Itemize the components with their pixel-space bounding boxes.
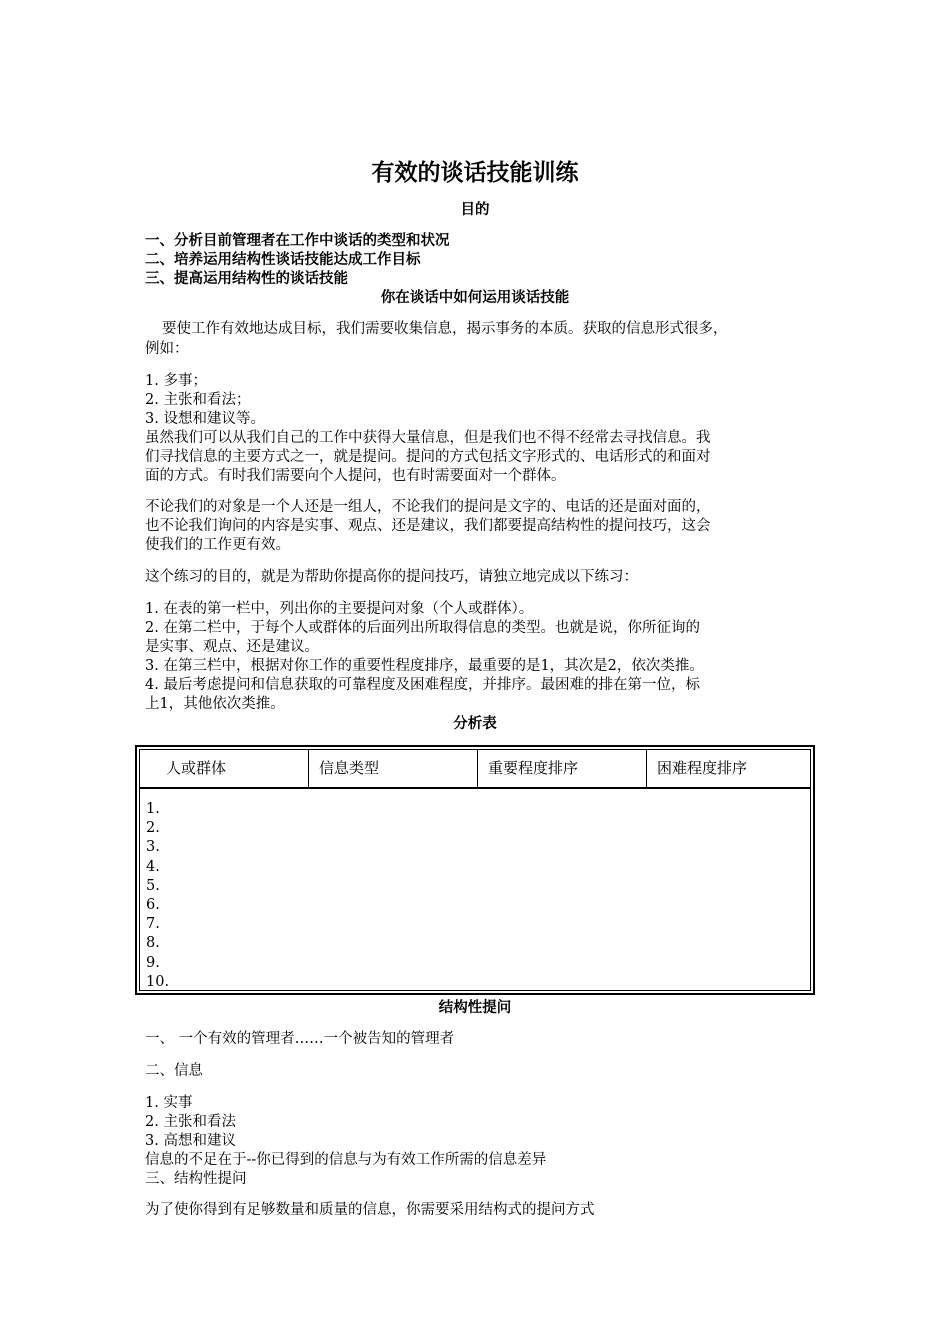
- list-item: 1. 多事；: [145, 373, 207, 389]
- table-row: 9.: [146, 954, 160, 971]
- paragraph-line: 要使工作有效地达成目标，我们需要收集信息，揭示事务的本质。获取的信息形式很多，: [162, 321, 728, 337]
- paragraph-line: 一、 一个有效的管理者……一个被告知的管理者: [145, 1031, 455, 1047]
- table-row: 5.: [146, 877, 160, 894]
- list-item: 2. 在第二栏中，于每个人或群体的后面列出所取得信息的类型。也就是说，你所征询的: [145, 620, 700, 636]
- paragraph-line: 例如：: [145, 341, 189, 357]
- paragraph-line: 虽然我们可以从我们自己的工作中获得大量信息，但是我们也不得不经常去寻找信息。我: [145, 430, 711, 446]
- paragraph-line: 这个练习的目的，就是为帮助你提高你的提问技巧，请独立地完成以下练习：: [145, 569, 638, 585]
- list-item: 3. 设想和建议等。: [145, 411, 265, 427]
- paragraph-line: 三、结构性提问: [145, 1171, 247, 1187]
- paragraph-line: 使我们的工作更有效。: [145, 537, 290, 553]
- document-title: 有效的谈话技能训练: [371, 160, 579, 186]
- table-body: [146, 800, 169, 992]
- table-caption: 分析表: [453, 716, 497, 732]
- table-row: 3.: [146, 839, 160, 856]
- table-header-cell: 人或群体: [140, 750, 309, 787]
- goal-item: 一、分析目前管理者在工作中谈话的类型和状况: [145, 233, 450, 249]
- goal-item: 三、提高运用结构性的谈话技能: [145, 271, 348, 287]
- table-header-cell: 信息类型: [309, 750, 478, 787]
- section-heading: 结构性提问: [438, 1000, 512, 1016]
- list-item: 上1，其他依次类推。: [145, 696, 285, 712]
- section-heading: 你在谈话中如何运用谈话技能: [380, 290, 570, 306]
- list-item: 2. 主张和看法: [145, 1114, 236, 1130]
- table-row: 8.: [146, 935, 160, 952]
- paragraph-line: 不论我们的对象是一个人还是一组人，不论我们的提问是文字的、电话的还是面对面的，: [145, 499, 711, 515]
- goal-item: 二、培养运用结构性谈话技能达成工作目标: [145, 252, 421, 268]
- table-header-cell: 困难程度排序: [657, 759, 748, 777]
- list-item: 3. 高想和建议: [145, 1133, 236, 1149]
- paragraph-line: 也不论我们询问的内容是实事、观点、还是建议，我们都要提高结构性的提问技巧，这会: [145, 518, 711, 534]
- list-item: 2. 主张和看法；: [145, 392, 251, 408]
- list-item: 4. 最后考虑提问和信息获取的可靠程度及困难程度，并排序。最困难的排在第一位，标: [145, 677, 700, 693]
- analysis-table: [135, 745, 815, 995]
- list-item: 是实事、观点、还是建议。: [145, 639, 319, 655]
- purpose-heading: 目的: [460, 202, 490, 218]
- table-row: 4.: [146, 858, 160, 875]
- table-row: 1.: [146, 801, 160, 817]
- paragraph-line: 面的方式。有时我们需要向个人提问，也有时需要面对一个群体。: [145, 468, 566, 484]
- paragraph-line: 信息的不足在于--你已得到的信息与为有效工作所需的信息差异: [145, 1152, 547, 1168]
- table-header-row: [140, 750, 810, 789]
- paragraph-line: 二、信息: [145, 1063, 203, 1079]
- paragraph-line: 为了使你得到有足够数量和质量的信息，你需要采用结构式的提问方式: [145, 1202, 595, 1218]
- table-row: 6.: [146, 897, 160, 914]
- list-item: 3. 在第三栏中，根据对你工作的重要性程度排序，最重要的是1，其次是2，依次类推。: [145, 658, 704, 674]
- list-item: 1. 实事: [145, 1095, 193, 1111]
- table-row: 7.: [146, 916, 160, 933]
- paragraph-line: 们寻找信息的主要方式之一，就是提问。提问的方式包括文字形式的、电话形式的和面对: [145, 449, 711, 465]
- table-row: 2.: [146, 820, 160, 837]
- table-row: 10.: [146, 973, 170, 990]
- list-item: 1. 在表的第一栏中，列出你的主要提问对象（个人或群体）。: [145, 601, 534, 617]
- table-header-cell: 重要程度排序: [478, 750, 647, 787]
